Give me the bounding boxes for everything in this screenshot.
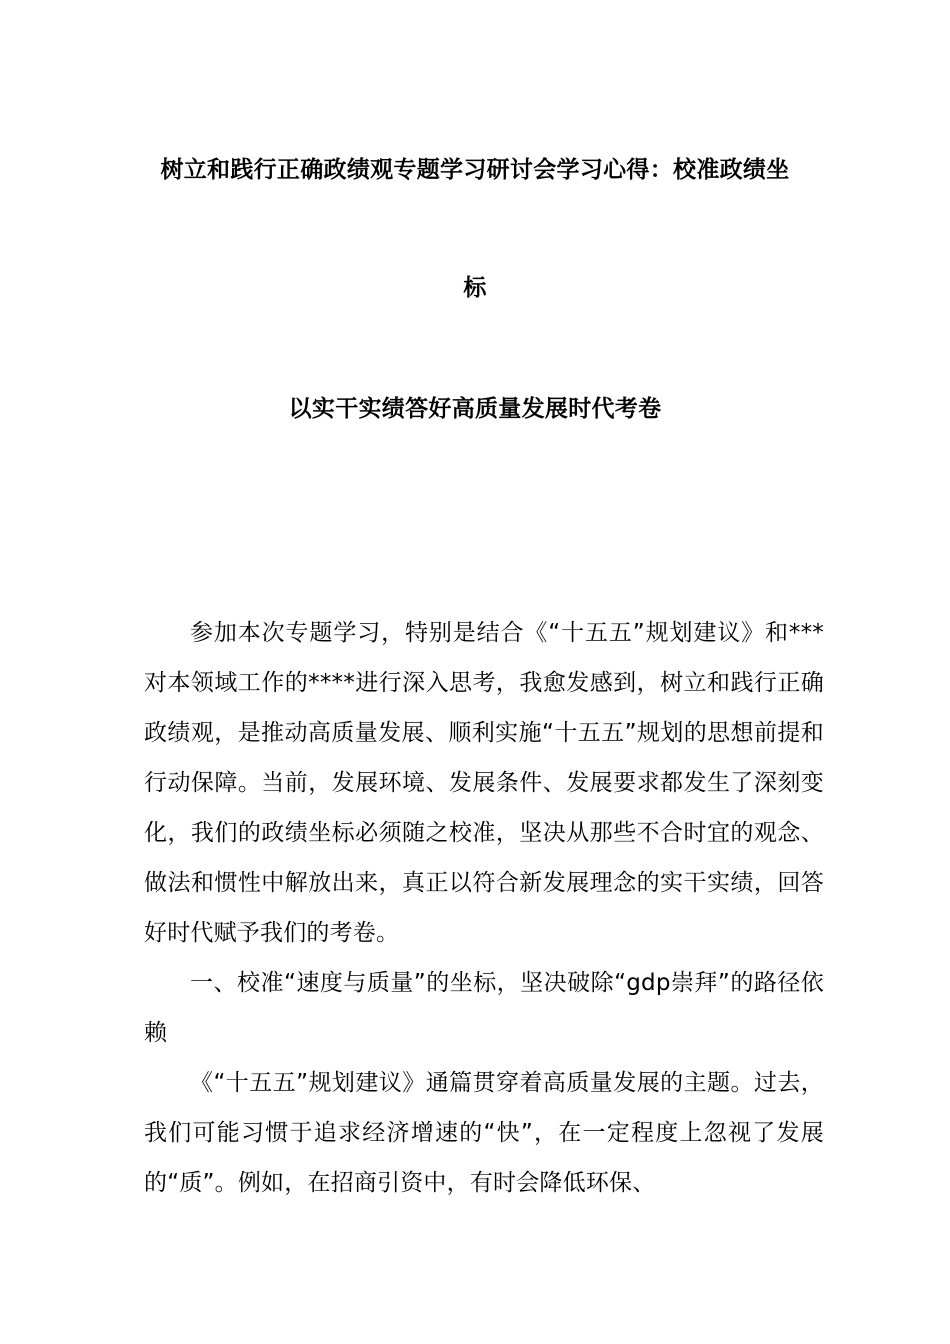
document-title-line-1: 树立和践行正确政绩观专题学习研讨会学习心得：校准政绩坐 [160, 157, 790, 183]
body-paragraph-section-1: 《“十五五”规划建议》通篇贯穿着高质量发展的主题。过去，我们可能习惯于追求经济增速的“快”，在一定程度上忽视了发展的“质”。例如，在招商引资中，有时会降低环保、 [144, 1070, 824, 1196]
document-title-line-2: 标 [463, 275, 487, 301]
document-subtitle: 以实干实绩答好高质量发展时代考卷 [288, 396, 662, 422]
document-body [144, 608, 824, 1208]
body-paragraph-intro: 参加本次专题学习，特别是结合《“十五五”规划建议》和***对本领域工作的****进行深入思考，我愈发感到，树立和践行正确政绩观，是推动高质量发展、顺利实施“十五五”规划的思想前提和行动保障。当前，发展环境、发展条件、发展要求都发生了深刻变化，我们的政绩坐标必须随之校准，坚决从那些不合时宜的观念、做法和惯性中解放出来，真正以符合新发展理念的实干实绩，回答好时代赋予我们的考卷。 [144, 620, 824, 946]
section-heading-1: 一、校准“速度与质量”的坐标，坚决破除“gdp崇拜”的路径依赖 [144, 970, 824, 1046]
